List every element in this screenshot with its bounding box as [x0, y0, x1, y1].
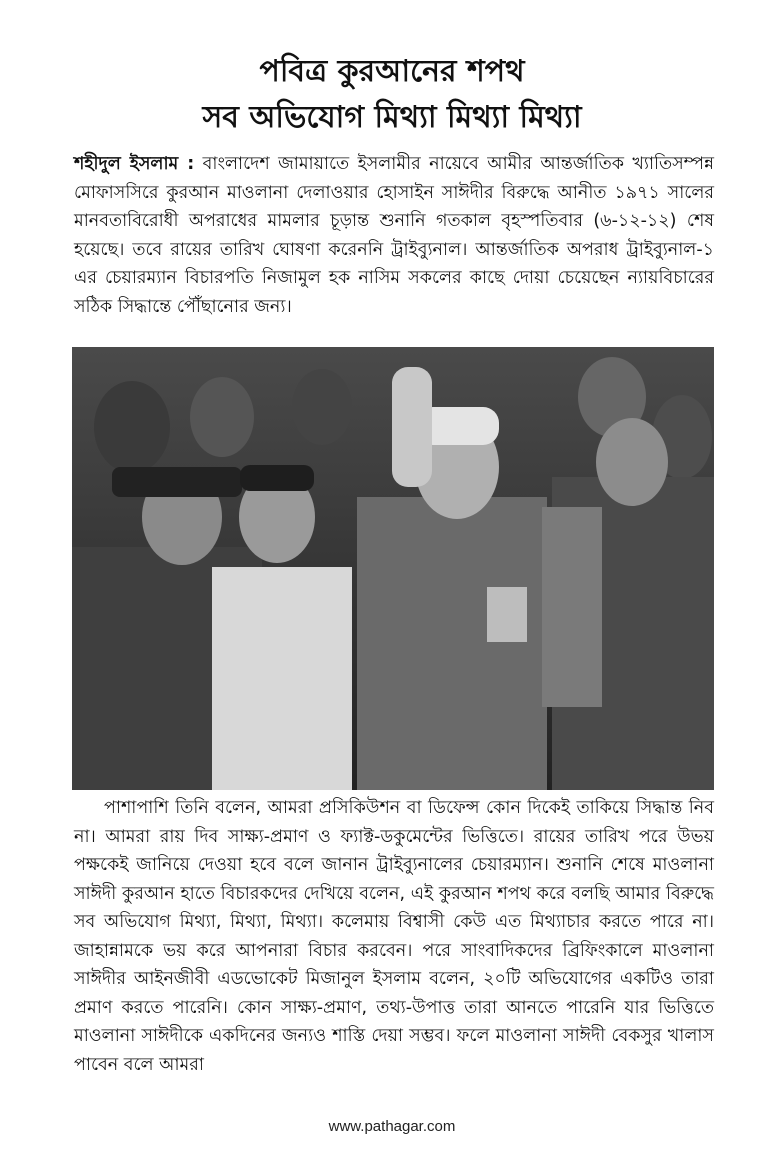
- news-photo: [72, 347, 714, 790]
- body-paragraph: পাশাপাশি তিনি বলেন, আমরা প্রসিকিউশন বা ডিফেন্স কোন দিকেই তাকিয়ে সিদ্ধান্ত নিব না। আমরা রায় দিব সাক্ষ্য-প্রমাণ ও ফ্যাক্ট-ডকুমেন্টের ভিত্তিতে। রায়ের তারিখ পরে উভয় পক্ষকেই জানিয়ে দেওয়া হবে বলে জানান ট্রাইব্যুনালের চেয়ারম্যান। শুনানি শেষে মাওলানা সাঈদী কুরআন হাতে বিচারকদের দেখিয়ে বলেন, এই কুরআন শপথ করে বলছি আমার বিরুদ্ধে সব অভিযোগ মিথ্যা, মিথ্যা, মিথ্যা। কলেমায় বিশ্বাসী কেউ এত মিথ্যাচার করতে পারে না। জাহান্নামকে ভয় করে আপনারা বিচার করবেন। পরে সাংবাদিকদের ব্রিফিংকালে মাওলানা সাঈদীর আইনজীবী এডভোকেট মিজানুল ইসলাম বলেন, ২০টি অভিযোগের একটিও তারা প্রমাণ করতে পারেনি। কোন সাক্ষ্য-প্রমাণ, তথ্য-উপাত্ত তারা আনতে পারেনি যার ভিত্তিতে মাওলানা সাঈদীকে একদিনের জন্যও শাস্তি দেয়া সম্ভব। ফলে মাওলানা সাঈদী বেকসুর খালাস পাবেন বলে আমরা: [74, 798, 714, 1075]
- intro-text: বাংলাদেশ জামায়াতে ইসলামীর নায়েবে আমীর আন্তর্জাতিক খ্যাতিসম্পন্ন মোফাসসিরে কুরআন মাওলানা দেলাওয়ার হোসাইন সাঈদীর বিরুদ্ধে আনীত ১৯৭১ সালের মানবতাবিরোধী অপরাধের মামলার চূড়ান্ত শুনানি গতকাল বৃহস্পতিবার (৬-১২-১২) শেষ হয়েছে। তবে রায়ের তারিখ ঘোষণা করেননি ট্রাইব্যুনাল। আন্তর্জাতিক অপরাধ ট্রাইব্যুনাল-১ এর চেয়ারম্যান বিচারপতি নিজামুল হক নাসিম সকলের কাছে দোয়া চেয়েছেন ন্যায়বিচারের সঠিক সিদ্ধান্তে পৌঁছানোর জন্য।: [74, 154, 715, 317]
- headline-line-2: সব অভিযোগ মিথ্যা মিথ্যা মিথ্যা: [202, 100, 582, 135]
- source-url: www.pathagar.com: [328, 1118, 456, 1135]
- news-photo-image: [72, 347, 714, 790]
- intro-paragraph: [74, 150, 714, 321]
- byline: শহীদুল ইসলাম :: [74, 154, 195, 174]
- headline-line-1: পবিত্র কুরআনের শপথ: [259, 54, 525, 89]
